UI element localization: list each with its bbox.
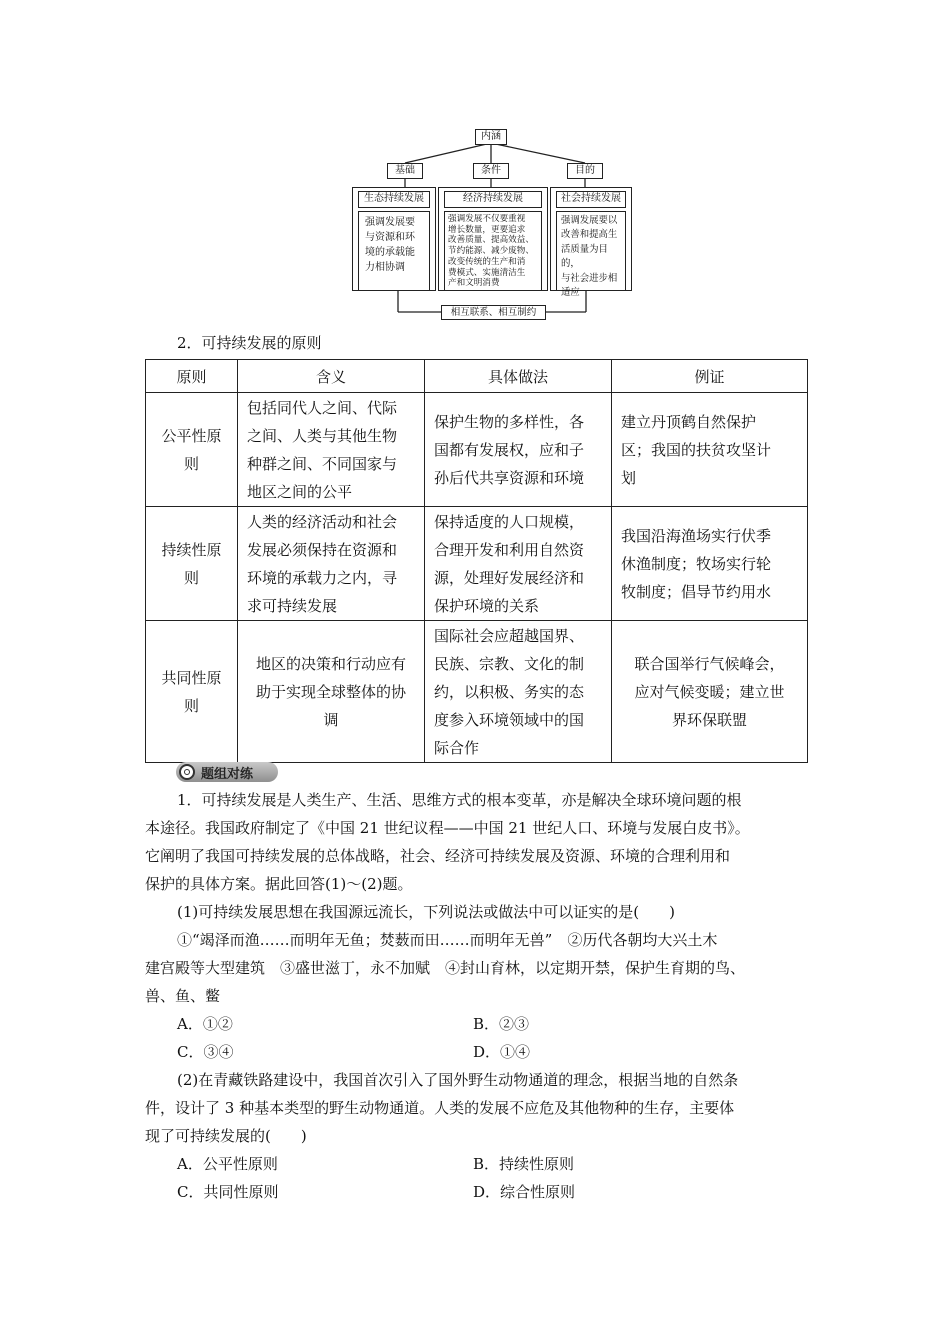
intro-line: 它阐明了我国可持续发展的总体战略，社会、经济可持续发展及资源、环境的合理利用和 <box>145 847 731 865</box>
q1-option-c[interactable]: C．③④ <box>177 1043 234 1061</box>
principles-table <box>145 359 808 763</box>
question-1-body: 兽、鱼、鳖 <box>145 987 221 1005</box>
header-meaning: 含义 <box>238 360 425 393</box>
cell-practice <box>425 621 612 763</box>
q1-option-d[interactable]: D．①④ <box>473 1043 531 1061</box>
box-line: 力相协调 <box>365 262 405 273</box>
cell-line: 保护环境的关系 <box>434 596 540 615</box>
cell-example <box>612 393 808 507</box>
q1-option-a[interactable]: A．①② <box>177 1015 233 1033</box>
diagram-bottom-label: 相互联系、相互制约 <box>450 307 537 318</box>
table-header-row <box>146 360 808 393</box>
ecological-box-body <box>358 211 430 291</box>
intro-line: 本途径。我国政府制定了《中国 21 世纪议程——中国 21 世纪人口、环境与发展白皮书》。 <box>145 819 750 837</box>
q1-option-b[interactable]: B．②③ <box>473 1015 530 1033</box>
box-line: 与社会进步相 <box>561 272 618 284</box>
cell-line: 联合国举行气候峰会， <box>634 654 785 673</box>
cell-line: 包括同代人之间、代际 <box>247 398 398 417</box>
cell-line: 人类的经济活动和社会 <box>247 512 398 531</box>
cell-line: 求可持续发展 <box>247 596 338 615</box>
cell-example <box>612 507 808 621</box>
table-row <box>146 507 808 621</box>
box-line: 改善质量、提高效益、 <box>448 235 534 246</box>
economic-box-body <box>444 211 542 291</box>
cell-line: 地区的决策和行动应有 <box>255 654 406 673</box>
cell-principle <box>146 621 238 763</box>
cell-line: 区；我国的扶贫攻坚计 <box>621 440 772 459</box>
header-practice: 具体做法 <box>425 360 612 393</box>
cell-line: 助于实现全球整体的协 <box>255 682 406 701</box>
cell-line: 孙后代共享资源和环境 <box>434 468 585 487</box>
cell-line: 保持适度的人口规模， <box>434 512 585 531</box>
economic-box-title: 经济持续发展 <box>444 191 542 208</box>
cell-line: 际合作 <box>434 738 480 757</box>
cell-line: 应对气候变暖；建立世 <box>634 682 785 701</box>
cell-line: 国都有发展权，应和子 <box>434 440 585 459</box>
social-box-title: 社会持续发展 <box>556 191 626 208</box>
cell-line: 环境的承载力之内，寻 <box>247 568 398 587</box>
cell-practice <box>425 507 612 621</box>
box-line: 与资源和环 <box>365 232 415 243</box>
ecological-box <box>352 187 436 291</box>
cell-line: 约，以积极、务实的态 <box>434 682 585 701</box>
diagram-bottom-box <box>441 305 546 320</box>
social-box <box>550 187 632 299</box>
branch-label: 条件 <box>481 165 501 176</box>
cell-line: 则 <box>183 568 199 587</box>
social-box-body <box>556 211 626 299</box>
cell-line: 民族、宗教、文化的制 <box>434 654 585 673</box>
cell-meaning <box>238 621 425 763</box>
cell-line: 源，处理好发展经济和 <box>434 568 585 587</box>
cell-line: 发展必须保持在资源和 <box>247 540 398 559</box>
box-line: 强调发展要 <box>365 217 415 228</box>
q2-option-c[interactable]: C．共同性原则 <box>177 1183 279 1201</box>
header-example: 例证 <box>612 360 808 393</box>
question-2-stem: (2)在青藏铁路建设中，我国首次引入了国外野生动物通道的理念，根据当地的自然条 <box>177 1071 739 1089</box>
cell-line: 地区之间的公平 <box>247 482 353 501</box>
ecological-box-title: 生态持续发展 <box>358 191 430 208</box>
cell-meaning <box>238 393 425 507</box>
diagram-branch-condition <box>473 163 509 179</box>
cell-line: 公平性原 <box>161 426 222 445</box>
diagram-branch-foundation <box>387 163 423 179</box>
economic-box <box>438 187 548 291</box>
box-line: 增长数量，更要追求 <box>448 224 526 235</box>
cell-principle <box>146 507 238 621</box>
cell-line: 种群之间、不同国家与 <box>247 454 398 473</box>
cell-line: 界环保联盟 <box>671 710 747 729</box>
section-title: 2．可持续发展的原则 <box>177 334 322 352</box>
table-row <box>146 621 808 763</box>
box-line: 活质量为目的， <box>561 243 608 270</box>
cell-line: 共同性原 <box>161 668 222 687</box>
question-1-stem: (1)可持续发展思想在我国源远流长，下列说法或做法中可以证实的是( ) <box>177 903 675 921</box>
cell-line: 持续性原 <box>161 540 222 559</box>
cell-line: 合理开发和利用自然资 <box>434 540 585 559</box>
cell-example <box>612 621 808 763</box>
diagram-top-label: 内涵 <box>481 131 501 142</box>
cell-line: 国际社会应超越国界、 <box>434 626 585 645</box>
question-2-stem: 件，设计了 3 种基本类型的野生动物通道。人类的发展不应危及其他物种的生存，主要体 <box>145 1099 735 1117</box>
cell-line: 我国沿海渔场实行伏季 <box>621 526 772 545</box>
cell-line: 则 <box>183 696 199 715</box>
cell-line: 建立丹顶鹤自然保护 <box>621 412 757 431</box>
diagram-top-box <box>475 129 507 145</box>
cell-line: 牧制度；倡导节约用水 <box>621 582 772 601</box>
question-1-body: ①“竭泽而渔……而明年无鱼；焚薮而田……而明年无兽” ②历代各朝均大兴土木 <box>177 931 718 949</box>
exercise-badge-label: 题组对练 <box>201 767 254 782</box>
box-line: 改善和提高生 <box>561 229 618 241</box>
exercise-badge <box>176 762 278 782</box>
intro-line: 1．可持续发展是人类生产、生活、思维方式的根本变革，亦是解决全球环境问题的根 <box>177 791 742 809</box>
box-line: 费模式、实施清洁生 <box>448 267 526 278</box>
question-1-body: 建宫殿等大型建筑 ③盛世滋丁，永不加赋 ④封山育林，以定期开禁，保护生育期的鸟、 <box>145 959 746 977</box>
cell-practice <box>425 393 612 507</box>
table-row <box>146 393 808 507</box>
box-line: 强调发展不仅要重视 <box>448 214 526 224</box>
cell-meaning <box>238 507 425 621</box>
box-line: 强调发展要以 <box>561 215 618 226</box>
box-line: 境的承载能 <box>365 247 415 258</box>
box-line: 改变传统的生产和消 <box>448 256 526 267</box>
box-line: 适应 <box>561 287 580 299</box>
cell-line: 休渔制度；牧场实行轮 <box>621 554 772 573</box>
question-2-stem: 现了可持续发展的( ) <box>145 1127 307 1145</box>
target-icon <box>179 764 195 780</box>
cell-line: 之间、人类与其他生物 <box>247 426 398 445</box>
cell-line: 度参入环境领域中的国 <box>434 710 585 729</box>
branch-label: 基础 <box>395 165 415 176</box>
cell-line: 则 <box>183 454 199 473</box>
branch-label: 目的 <box>575 165 595 176</box>
box-line: 节约能源、减少废物、 <box>448 246 534 257</box>
box-line: 产和文明消费 <box>448 278 500 289</box>
q2-option-a[interactable]: A．公平性原则 <box>177 1155 278 1173</box>
q2-option-b[interactable]: B．持续性原则 <box>473 1155 575 1173</box>
intro-line: 保护的具体方案。据此回答(1)～(2)题。 <box>145 875 413 893</box>
header-principle: 原则 <box>146 360 238 393</box>
cell-line: 调 <box>323 710 339 729</box>
cell-line: 划 <box>621 468 637 487</box>
cell-principle <box>146 393 238 507</box>
q2-option-d[interactable]: D．综合性原则 <box>473 1183 576 1201</box>
cell-line: 保护生物的多样性，各 <box>434 412 585 431</box>
diagram-branch-purpose <box>567 163 603 179</box>
